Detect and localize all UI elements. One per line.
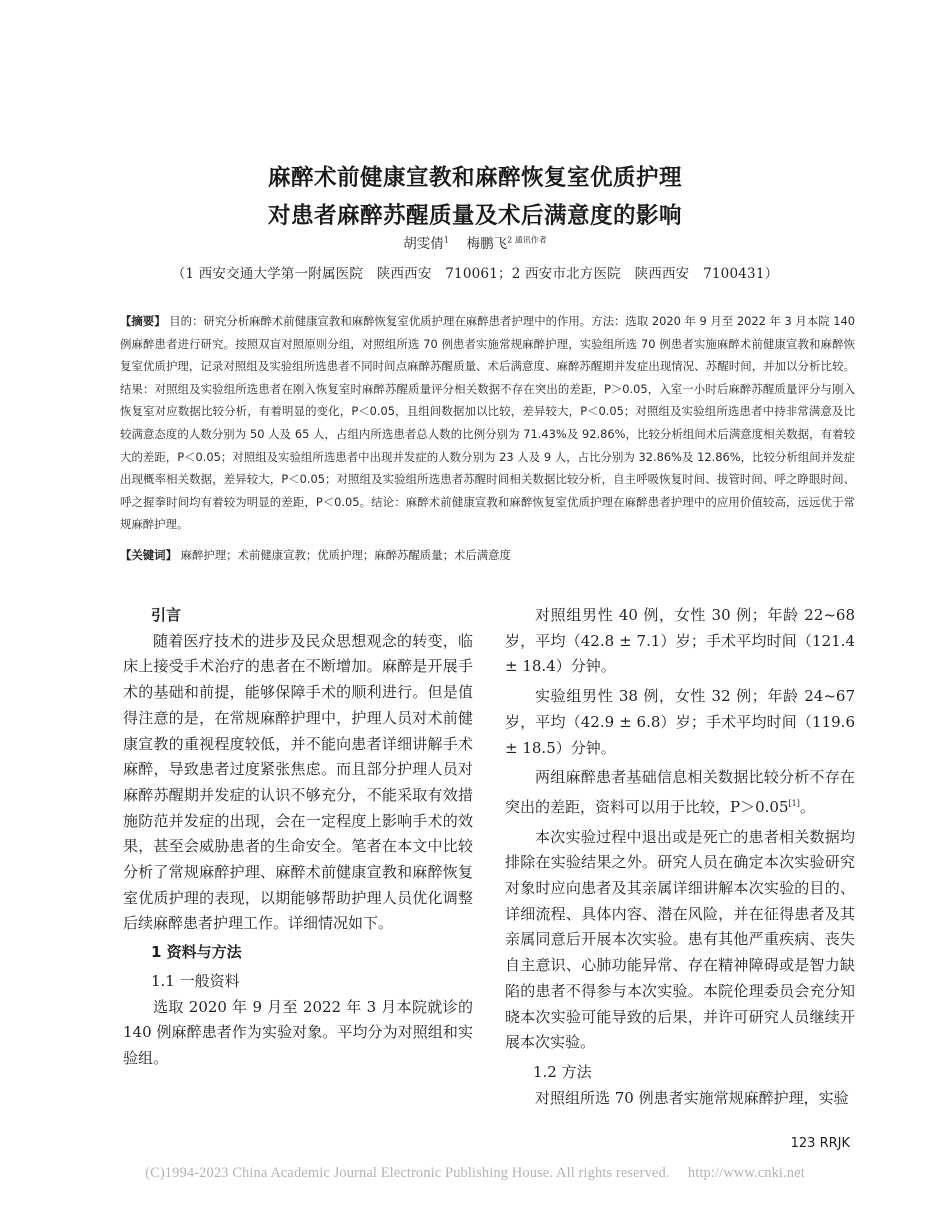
paragraph-general-info: 选取 2020 年 9 月至 2022 年 3 月本院就诊的 140 例麻醉患者作为实验对象。平均分为对照组和实验组。 [123,997,473,1067]
journal-code: RRJK [819,1136,850,1151]
author-line [0,232,950,252]
intro-paragraph: 随着医疗技术的进步及民众思想观念的转变，临床上接受手术治疗的患者在不断增加。麻醉是开展手术的基础和前提，能够保障手术的顺利进行。但是值得注意的是，在常规麻醉护理中，护理人员对术前健康宣教的重视程度较低，并不能向患者详细讲解手术麻醉，导致患者过度紧张焦虑。而且部分护理人员对麻醉苏醒期并发症的认识不够充分，不能采取有效措施防范并发症的出现，会在一定程度上影响手术的效果，甚至会威胁患者的生命安全。笔者在本文中比较分析了常规麻醉护理、麻醉术前健康宣教和麻醉恢复室优质护理的表现，以期能够帮助护理人员优化调整后续麻醉患者护理工作。详细情况如下。 [123,631,473,933]
author-affiliation-marker: 1 [443,235,449,245]
left-column [123,603,473,1072]
author-affiliation-marker: 2 通讯作者 [507,235,547,245]
intro-heading: 引言 [151,606,182,624]
keywords [120,544,855,566]
affiliation: （1 西安交通大学第一附属医院 陕西西安 710061；2 西安市北方医院 陕西西安 7100431） [171,266,779,282]
comparison-end: 。 [799,797,815,816]
right-column [505,603,855,1111]
title-line-1: 麻醉术前健康宣教和麻醉恢复室优质护理 [267,165,682,191]
paragraph-method: 对照组所选 70 例患者实施常规麻醉护理，实验 [535,1088,849,1107]
citation-ref: [1] [788,798,800,808]
subsection-heading: 1.1 一般资料 [151,971,240,990]
abstract [120,310,855,536]
abstract-label: 【摘要】 [120,314,166,328]
abstract-text: 目的：研究分析麻醉术前健康宣教和麻醉恢复室优质护理在麻醉患者护理中的作用。方法：选取 2020 年 9 月至 2022 年 3 月本院 140 例麻醉患者进行研究。按照双盲对照原则分组，对照组所选 70 例患者实施常规麻醉护理，实验组所选 70 例患者实施麻醉术前健康宣教和麻醉恢复室优质护理，记录对照组及实验组所选患者不同时间点麻醉苏醒质量、术后满意度、麻醉苏醒期并发症出现情况、苏醒时间，并加以分析比较。结果：对照组及实验组所选患者在刚入恢复室时麻醉苏醒质量评分相关数据不存在突出的差距，P＞0.05，入室一小时后麻醉苏醒质量评分与刚入恢复室对应数据比较分析，有着明显的变化，P＜0.05，且组间数据加以比较，差异较大，P＜0.05；对照组及实验组所选患者中持非常满意及比较满意态度的人数分别为 50 人及 65 人，占组内所选患者总人数的比例分别为 71.43%及 92.86%，比较分析组间术后满意度相关数据，有着较大的差距，P＜0.05；对照组及实验组所选患者中出现并发症的人数分别为 23 人及 9 人，占比分别为 32.86%及 12.86%，比较分析组间并发症出现概率相关数据，差异较大，P＜0.05；对照组及实验组所选患者苏醒时间相关数据比较分析，自主呼吸恢复时间、拔管时间、呼之睁眼时间、呼之握拳时间均有着较为明显的差距，P＜0.05。结论：麻醉术前健康宣教和麻醉恢复室优质护理在麻醉患者护理中的应用价值较高，远远优于常规麻醉护理。 [120,314,855,532]
paragraph-experiment-group: 实验组男性 38 例，女性 32 例；年龄 24~67 岁，平均（42.9 ± 6.8）岁；手术平均时间（119.6 ± 18.5）分钟。 [505,687,855,757]
paragraph-control-group: 对照组男性 40 例，女性 30 例；年龄 22~68 岁，平均（42.8 ± 7.1）岁；手术平均时间（121.4 ± 18.4）分钟。 [505,606,855,676]
author-name: 梅鹏飞 [466,236,508,252]
page-footer [700,1136,850,1151]
keywords-text: 麻醉护理；术前健康宣教；优质护理；麻醉苏醒质量；术后满意度 [180,548,511,562]
section-heading: 1 资料与方法 [151,943,242,962]
copyright-watermark: (C)1994-2023 China Academic Journal Electronic Publishing House. All rights reserved. http://www.cnki.net [145,1165,805,1181]
author-name: 胡雯倩 [403,236,444,252]
paragraph-comparison [505,765,855,820]
subsection-heading: 1.2 方法 [533,1062,592,1081]
title-line-2: 对患者麻醉苏醒质量及术后满意度的影响 [267,203,682,229]
paragraph-exclusion: 本次实验过程中退出或是死亡的患者相关数据均排除在实验结果之外。研究人员在确定本次实验研究对象时应向患者及其亲属详细讲解本次实验的目的、详细流程、具体内容、潜在风险，并在征得患者及其亲属同意后开展本次实验。患有其他严重疾病、丧失自主意识、心肺功能异常、存在精神障碍或是智力缺陷的患者不得参与本次实验。本院伦理委员会充分知晓本次实验可能导致的后果，并许可研究人员继续开展本次实验。 [505,827,855,1052]
comparison-text: 两组麻醉患者基础信息相关数据比较分析不存在突出的差距，资料可以用于比较，P＞0.05 [505,768,855,816]
keywords-label: 【关键词】 [120,548,177,562]
page-number: 123 [790,1136,816,1151]
